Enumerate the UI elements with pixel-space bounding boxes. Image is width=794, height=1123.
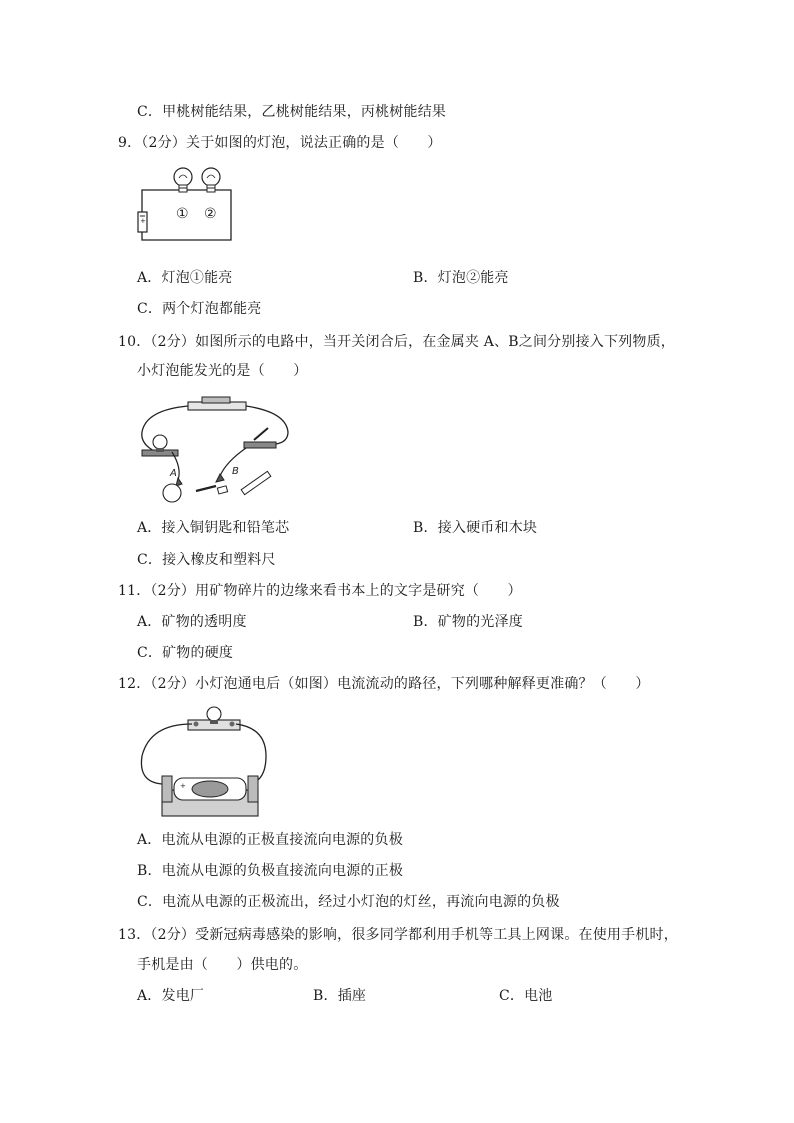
- q11-stem: 11．（2分）用矿物碎片的边缘来看书本上的文字是研究（ ）: [118, 583, 522, 599]
- q9-option-c: C．两个灯泡都能亮: [137, 301, 262, 317]
- battery-plus-label: +: [180, 782, 186, 790]
- q11-option-c: C．矿物的硬度: [137, 645, 234, 661]
- q10-stem-line1: 10．（2分）如图所示的电路中，当开关闭合后，在金属夹 A、B之间分别接入下列物质，: [118, 334, 675, 350]
- q9-option-a: A．灯泡①能亮: [137, 270, 233, 286]
- q12-option-a: A．电流从电源的正极直接流向电源的负极: [137, 832, 403, 848]
- q10-option-a: A．接入铜钥匙和铅笔芯: [137, 520, 290, 536]
- q12-stem: 12．（2分）小灯泡通电后（如图）电流流动的路径，下列哪种解释更准确？（ ）: [118, 676, 650, 692]
- q11-option-b: B．矿物的光泽度: [413, 614, 523, 630]
- q9-circuit-figure: [136, 164, 236, 246]
- q10-option-b: B．接入硬币和木块: [413, 520, 538, 536]
- clip-a-label: A: [170, 468, 177, 479]
- q10-circuit-figure: [136, 392, 296, 504]
- q13-option-c: C．电池: [499, 988, 553, 1004]
- q13-stem-line2: 手机是由（ ）供电的。: [137, 957, 308, 973]
- q12-option-b: B．电流从电源的负极直接流向电源的正极: [137, 863, 404, 879]
- battery-plus-label: +: [140, 217, 146, 225]
- q13-stem-line1: 13．（2分）受新冠病毒感染的影响，很多同学都利用手机等工具上网课。在使用手机时，: [118, 927, 678, 943]
- q13-option-b: B．插座: [313, 988, 367, 1004]
- q12-option-c: C．电流从电源的正极流出，经过小灯泡的灯丝，再流向电源的负极: [137, 894, 560, 910]
- q8-option-c: C．甲桃树能结果，乙桃树能结果，丙桃树能结果: [137, 104, 447, 120]
- q9-option-b: B．灯泡②能亮: [413, 270, 509, 286]
- q10-stem-line2: 小灯泡能发光的是（ ）: [137, 363, 308, 379]
- bulb-2-label: ②: [204, 206, 217, 222]
- bulb-1-label: ①: [176, 206, 189, 222]
- q11-option-a: A．矿物的透明度: [137, 614, 247, 630]
- q12-circuit-figure: [136, 704, 270, 820]
- q13-option-a: A．发电厂: [137, 988, 205, 1004]
- q10-option-c: C．接入橡皮和塑料尺: [137, 552, 276, 568]
- clip-b-label: B: [232, 466, 239, 477]
- q9-stem: 9．（2分）关于如图的灯泡，说法正确的是（ ）: [118, 135, 442, 151]
